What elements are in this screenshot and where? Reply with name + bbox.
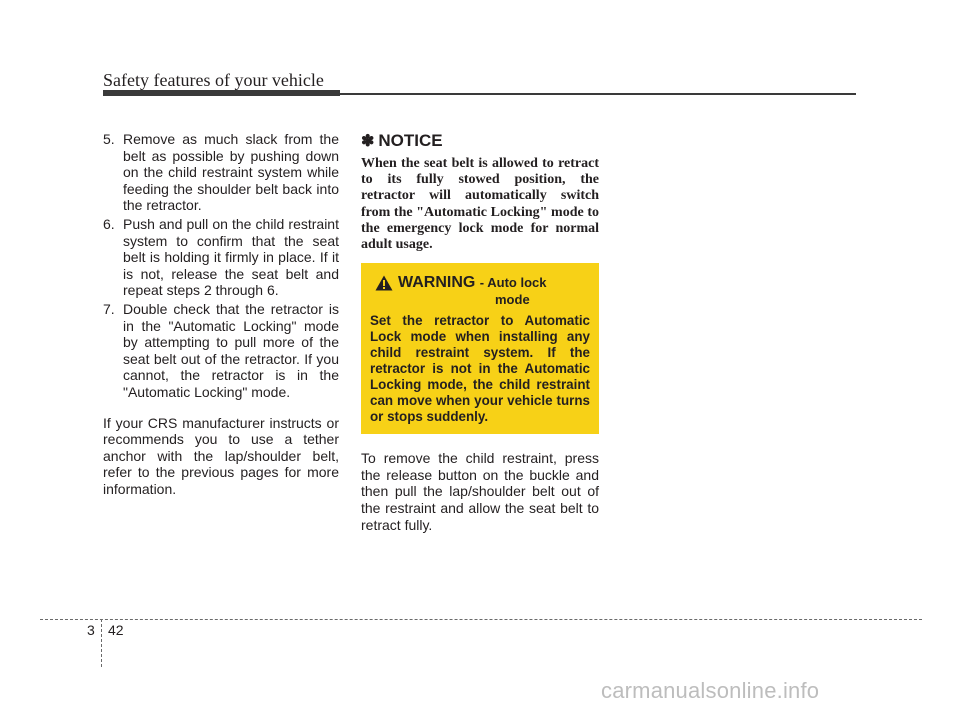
step-number: 7. bbox=[103, 300, 115, 317]
warning-subtitle-cont: mode bbox=[495, 292, 530, 308]
warning-box bbox=[361, 263, 599, 434]
page-number: 42 bbox=[108, 622, 124, 638]
page-header-title: Safety features of your vehicle bbox=[103, 70, 324, 90]
notice-body: When the seat belt is allowed to retract to its fully stowed position, the retractor will automatically switch from the "Automatic Locking" mode to the emergency lock mode for normal adult usage. bbox=[361, 156, 599, 253]
footer-divider bbox=[40, 619, 922, 620]
step-item bbox=[103, 216, 339, 299]
notice-heading bbox=[361, 131, 599, 152]
header-rule-thick bbox=[103, 90, 340, 96]
chapter-number: 3 bbox=[87, 622, 95, 638]
instruction-steps bbox=[103, 131, 339, 401]
right-column bbox=[361, 131, 599, 533]
warning-heading bbox=[370, 274, 590, 307]
footer-vertical-divider bbox=[101, 619, 102, 667]
step-item bbox=[103, 131, 339, 214]
step-number: 6. bbox=[103, 215, 115, 232]
notice-title-text: NOTICE bbox=[378, 131, 443, 150]
step-item bbox=[103, 301, 339, 401]
header-rule-thin bbox=[340, 93, 856, 95]
remove-restraint-paragraph: To remove the child restraint, press the release button on the buckle and then pull the lap/shoulder belt out of the restraint and allow the seat belt to retract fully. bbox=[361, 450, 599, 533]
warning-subtitle: - Auto lock bbox=[479, 275, 547, 291]
step-number: 5. bbox=[103, 131, 115, 147]
warning-word: WARNING bbox=[398, 274, 476, 292]
warning-triangle-icon bbox=[375, 275, 393, 291]
step-text: Double check that the retractor is in the "Automatic Locking" mode by attempting to pull more of the seat belt out of the retractor. If you cannot, the retractor is in the "Automatic Locking" mode. bbox=[123, 300, 339, 400]
tether-paragraph: If your CRS manufacturer instructs or recommends you to use a tether anchor with the lap/shoulder belt, refer to the previous pages for more information. bbox=[103, 414, 339, 497]
warning-body: Set the retractor to Automatic Lock mode when installing any child restraint system. If the retractor is not in the Automatic Locking mode, the child restraint can move when your vehicle turns or stops suddenly. bbox=[370, 313, 590, 425]
step-text: Remove as much slack from the belt as possible by pushing down on the child restraint system while feeding the shoulder belt back into the retractor. bbox=[123, 131, 339, 214]
step-text: Push and pull on the child restraint system to confirm that the seat belt is holding it firmly in place. If it is not, release the seat belt and repeat steps 2 through 6. bbox=[123, 215, 339, 299]
left-column bbox=[103, 131, 339, 497]
watermark: carmanualsonline.info bbox=[601, 678, 820, 703]
notice-star-icon: ✽ bbox=[361, 133, 375, 150]
